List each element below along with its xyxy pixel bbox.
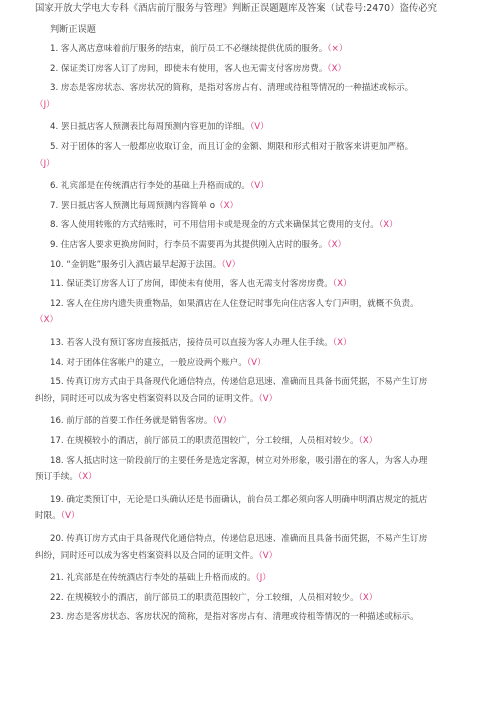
question-continuation <box>35 550 277 563</box>
answer-mark: （X） <box>215 200 239 211</box>
question-text: 20. 传真订房方式由于具备现代化通信特点，传递信息迅速、准确而且具备书面凭据，不易产生订房 <box>50 534 428 544</box>
question-text: 8. 客人使用转账的方式结账时，可不用信用卡或是现金的方式来确保其它费用的支付。 <box>50 220 379 231</box>
answer-mark: （X） <box>332 279 352 290</box>
answer-mark: （X） <box>332 338 352 348</box>
answer-mark: （J） <box>35 99 55 110</box>
question-text: 3. 房态是客房状态、客房状况的简称，是指对客房占有、清理或待租等情况的一种描述或标示。 <box>50 83 414 94</box>
continuation-text: 纠纷，同时还可以成为客史档案资料以及合同的证明文件。 <box>35 550 259 561</box>
section-heading: 判断正误题 <box>50 24 96 35</box>
question-item <box>50 494 427 507</box>
continuation-text: 时限。 <box>35 511 61 522</box>
question-item <box>50 141 413 154</box>
continuation-text: 纠纷，同时还可以成为客史档案资料以及合同的证明文件。 <box>35 393 259 404</box>
question-item <box>50 259 240 272</box>
question-item <box>50 572 271 585</box>
question-text: 11. 保证类订房客人订了房间，即使未有使用，客人也无需支付客房房费。 <box>50 279 333 290</box>
question-text: 6. 礼宾部是在传统酒店行李处的基础上升格而成的。 <box>50 181 250 192</box>
question-item <box>50 180 269 193</box>
question-item <box>50 63 346 76</box>
answer-mark: （V） <box>246 357 266 368</box>
answer-mark: （X） <box>358 436 378 446</box>
question-text: 2. 保证类订房客人订了房间，即使未有使用，客人也无需支付客房房费。 <box>50 63 328 74</box>
answer-mark: （V） <box>60 511 80 522</box>
question-text: 4. 罢日抵店客人预测表比每周预测内容更加的详细。 <box>50 122 250 133</box>
question-item <box>50 239 346 252</box>
question-item <box>50 415 231 428</box>
question-item <box>50 200 238 213</box>
answer-mark: （V） <box>258 550 278 561</box>
question-text: 9. 住店客人要求更换房间时，行李员不需要再为其提供刚入店时的服务。 <box>50 240 328 250</box>
question-continuation <box>35 158 55 171</box>
question-item <box>50 43 347 56</box>
question-text: 18. 客人抵店时这一阶段前厅的主要任务是选定客源，树立对外形象，吸引潜在的客人，为客人办理 <box>50 455 428 466</box>
answer-mark: （V） <box>212 416 232 427</box>
question-text: 1. 客人离店意味着前厅服务的结束，前厅员工不必继续提供优质的服务。 <box>50 44 328 54</box>
answer-mark: （X） <box>327 240 347 250</box>
question-item <box>50 337 352 350</box>
answer-mark: （V） <box>250 181 269 192</box>
answer-mark: （V） <box>258 393 278 404</box>
question-item <box>50 435 377 448</box>
answer-mark: （×） <box>327 44 348 54</box>
question-item <box>50 376 427 389</box>
question-text: 16. 前厅部的首要工作任务就是销售客房。 <box>50 416 213 427</box>
question-item <box>50 611 419 624</box>
answer-mark: （X） <box>77 472 97 483</box>
question-text: 10. “金钥匙”服务引入酒店最早起源于法国。 <box>50 259 222 270</box>
question-text: 14. 对于团体住客帐户的建立，一般应设两个账户。 <box>50 357 247 368</box>
question-text: 5. 对于团体的客人一般都应收取订金，而且订金的金额、期限和形式相对于散客来讲更加严格。 <box>50 142 414 152</box>
question-text: 12. 客人在住房内遗失贵重物品，如果酒店在人住登记时事先向住店客人专门声明，就概不负责。 <box>50 298 419 309</box>
question-continuation <box>35 99 55 112</box>
question-text: 15. 传真订房方式由于具备现代化通信特点，传递信息迅速、准确而且具备书面凭据，不易产生订房 <box>50 377 428 388</box>
answer-mark: （V） <box>221 259 241 270</box>
question-item <box>50 592 377 605</box>
question-continuation <box>35 510 80 523</box>
question-item <box>50 298 419 311</box>
answer-mark: （X） <box>35 315 59 326</box>
answer-mark: （X） <box>358 592 378 603</box>
question-item <box>50 219 398 232</box>
question-continuation <box>35 314 58 327</box>
question-text: 21. 礼宾部是在传统酒店行李处的基础上升格而成的。 <box>50 573 256 584</box>
answer-mark: （X） <box>378 220 398 231</box>
question-item <box>50 82 413 95</box>
document-title: 国家开放大学电大专科《酒店前厅服务与管理》判断正误题题库及答案（试卷号:2470）盗传必究 <box>35 3 438 14</box>
answer-mark: （J） <box>255 573 271 584</box>
question-item <box>50 278 352 291</box>
question-item <box>50 121 269 134</box>
question-text: 23. 房态是客房状态、客房状况的简称，是指对客房占有、清理或待租等情况的一种描述或标示。 <box>50 612 419 623</box>
question-text: 7. 罢日抵店客人预测比每周预测内容简单 o <box>50 200 216 211</box>
question-item <box>50 455 427 468</box>
continuation-text: 预订手续。 <box>35 472 78 483</box>
question-text: 17. 在规模较小的酒店，前厅部员工的职责范围较广，分工较细，人员相对较少。 <box>50 436 359 446</box>
question-text: 22. 在规模较小的酒店，前厅部员工的职责范围较广，分工较细，人员相对较少。 <box>50 592 359 603</box>
question-item <box>50 357 266 370</box>
question-text: 13. 若客人没有预订客房直接抵店，接待员可以直接为客人办理人住手续。 <box>50 338 333 348</box>
question-continuation <box>35 471 97 484</box>
question-text: 19. 确定类预订中，无论是口头确认还是书面确认，前台员工都必须向客人明确申明酒店规定的抵店 <box>50 494 428 505</box>
answer-mark: （J） <box>35 158 55 169</box>
answer-mark: （X） <box>327 63 347 74</box>
question-item <box>50 533 427 546</box>
answer-mark: （V） <box>250 122 269 133</box>
question-continuation <box>35 393 277 406</box>
